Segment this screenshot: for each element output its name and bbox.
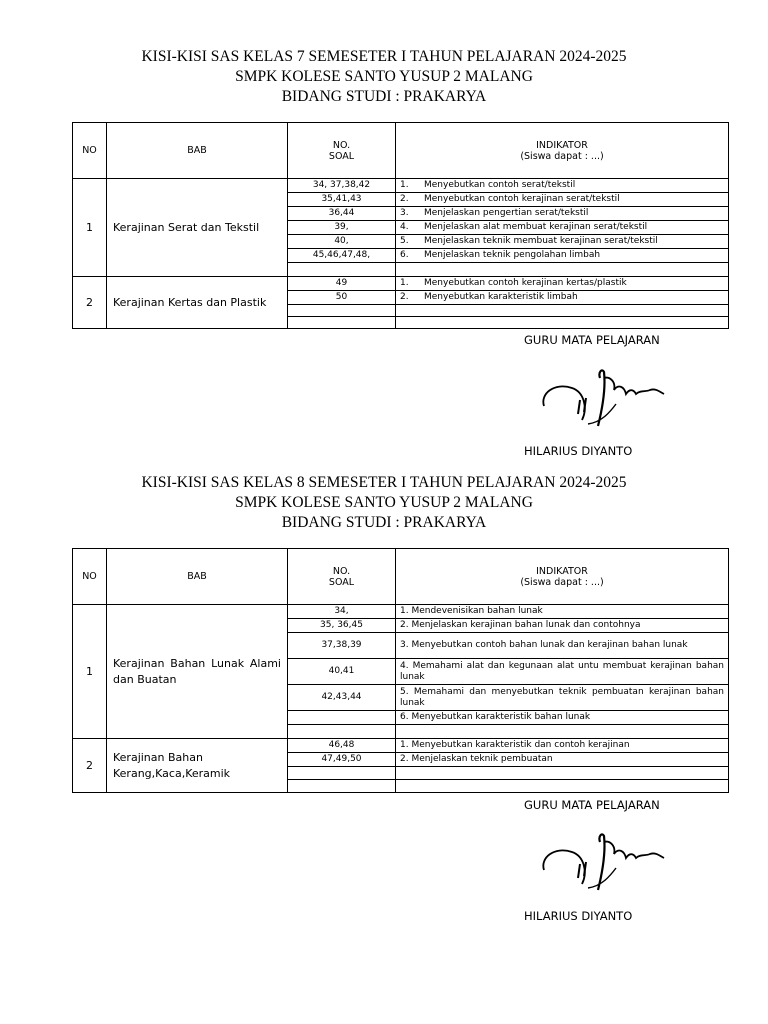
soal-cell: 49 (288, 277, 396, 291)
soal-cell: 35,41,43 (288, 193, 396, 207)
doc2-teacher-name: HILARIUS DIYANTO (524, 909, 633, 923)
doc2-title (0, 473, 768, 533)
indicator-cell: 4. Menjelaskan alat membuat kerajinan serat/tekstil (396, 221, 729, 235)
soal-cell (288, 725, 396, 739)
soal-cell: 40,41 (288, 659, 396, 685)
soal-cell (288, 305, 396, 317)
row-bab: Kerajinan Kertas dan Plastik (107, 277, 288, 329)
indicator-cell (396, 305, 729, 317)
indicator-cell: 3. Menjelaskan pengertian serat/tekstil (396, 207, 729, 221)
indicator-cell (396, 767, 729, 780)
doc1-title-line-1: KISI-KISI SAS KELAS 7 SEMESETER I TAHUN PELAJARAN 2024-2025 (141, 48, 627, 65)
soal-cell: 46,48 (288, 739, 396, 753)
indicator-cell: 2. Menjelaskan kerajinan bahan lunak dan contohnya (396, 619, 729, 633)
header-indikator: INDIKATOR (Siswa dapat : ...) (396, 123, 729, 179)
indicator-cell (396, 780, 729, 793)
indicator-cell: 2. Menyebutkan karakteristik limbah (396, 291, 729, 305)
row-bab: Kerajinan Bahan Kerang,Kaca,Keramik (107, 739, 288, 793)
header-soal: NO. SOAL (288, 549, 396, 605)
header-indikator: INDIKATOR (Siswa dapat : ...) (396, 549, 729, 605)
indicator-cell (396, 317, 729, 329)
soal-cell: 50 (288, 291, 396, 305)
soal-cell: 34, (288, 605, 396, 619)
soal-cell: 40, (288, 235, 396, 249)
header-no: NO (73, 549, 107, 605)
indicator-cell (396, 263, 729, 277)
indicator-cell: 1. Menyebutkan contoh serat/tekstil (396, 179, 729, 193)
doc1-title-line-2: SMPK KOLESE SANTO YUSUP 2 MALANG (235, 68, 533, 85)
doc1-title-line-3: BIDANG STUDI : PRAKARYA (281, 88, 487, 105)
header-soal: NO. SOAL (288, 123, 396, 179)
row-bab: Kerajinan Bahan Lunak Alami dan Buatan (107, 605, 288, 739)
doc1-title (0, 47, 768, 107)
header-bab: BAB (107, 549, 288, 605)
soal-cell: 39, (288, 221, 396, 235)
table-row (73, 739, 729, 753)
doc1-teacher-name: HILARIUS DIYANTO (524, 444, 633, 458)
table-header-row (73, 549, 729, 605)
header-bab: BAB (107, 123, 288, 179)
table-header-row (73, 123, 729, 179)
doc2-title-line-1: KISI-KISI SAS KELAS 8 SEMESETER I TAHUN PELAJARAN 2024-2025 (141, 474, 627, 491)
soal-cell: 34, 37,38,42 (288, 179, 396, 193)
row-no: 1 (73, 179, 107, 277)
indicator-cell: 3. Menyebutkan contoh bahan lunak dan kerajinan bahan lunak (396, 633, 729, 659)
indicator-cell: 6. Menyebutkan karakteristik bahan lunak (396, 711, 729, 725)
header-no: NO (73, 123, 107, 179)
soal-cell: 42,43,44 (288, 685, 396, 711)
indicator-cell: 5. Memahami dan menyebutkan teknik pembuatan kerajinan bahan lunak (396, 685, 729, 711)
soal-cell (288, 780, 396, 793)
soal-cell (288, 317, 396, 329)
row-bab: Kerajinan Serat dan Tekstil (107, 179, 288, 277)
indicator-cell: 1. Menyebutkan karakteristik dan contoh kerajinan (396, 739, 729, 753)
soal-cell: 45,46,47,48, (288, 249, 396, 263)
table-row (73, 605, 729, 619)
soal-cell (288, 263, 396, 277)
doc2-guru-label: GURU MATA PELAJARAN (524, 798, 660, 812)
doc1-signature-image (532, 364, 672, 434)
indicator-cell: 2. Menjelaskan teknik pembuatan (396, 753, 729, 767)
soal-cell: 35, 36,45 (288, 619, 396, 633)
soal-cell: 37,38,39 (288, 633, 396, 659)
row-no: 2 (73, 277, 107, 329)
doc1-kisi-table (72, 122, 729, 329)
indicator-cell: 2. Menyebutkan contoh kerajinan serat/tekstil (396, 193, 729, 207)
indicator-cell: 1. Mendevenisikan bahan lunak (396, 605, 729, 619)
indicator-cell: 1. Menyebutkan contoh kerajinan kertas/plastik (396, 277, 729, 291)
soal-cell (288, 711, 396, 725)
soal-cell (288, 767, 396, 780)
doc1-guru-label: GURU MATA PELAJARAN (524, 333, 660, 347)
indicator-cell: 6. Menjelaskan teknik pengolahan limbah (396, 249, 729, 263)
doc2-kisi-table (72, 548, 729, 793)
indicator-cell: 5. Menjelaskan teknik membuat kerajinan serat/tekstil (396, 235, 729, 249)
row-no: 2 (73, 739, 107, 793)
doc2-title-line-3: BIDANG STUDI : PRAKARYA (281, 514, 487, 531)
table-row (73, 179, 729, 193)
soal-cell: 47,49,50 (288, 753, 396, 767)
indicator-cell: 4. Memahami alat dan kegunaan alat untu membuat kerajinan bahan lunak (396, 659, 729, 685)
soal-cell: 36,44 (288, 207, 396, 221)
table-row (73, 277, 729, 291)
doc2-title-line-2: SMPK KOLESE SANTO YUSUP 2 MALANG (235, 494, 533, 511)
doc2-signature-image (532, 828, 672, 898)
indicator-cell (396, 725, 729, 739)
row-no: 1 (73, 605, 107, 739)
